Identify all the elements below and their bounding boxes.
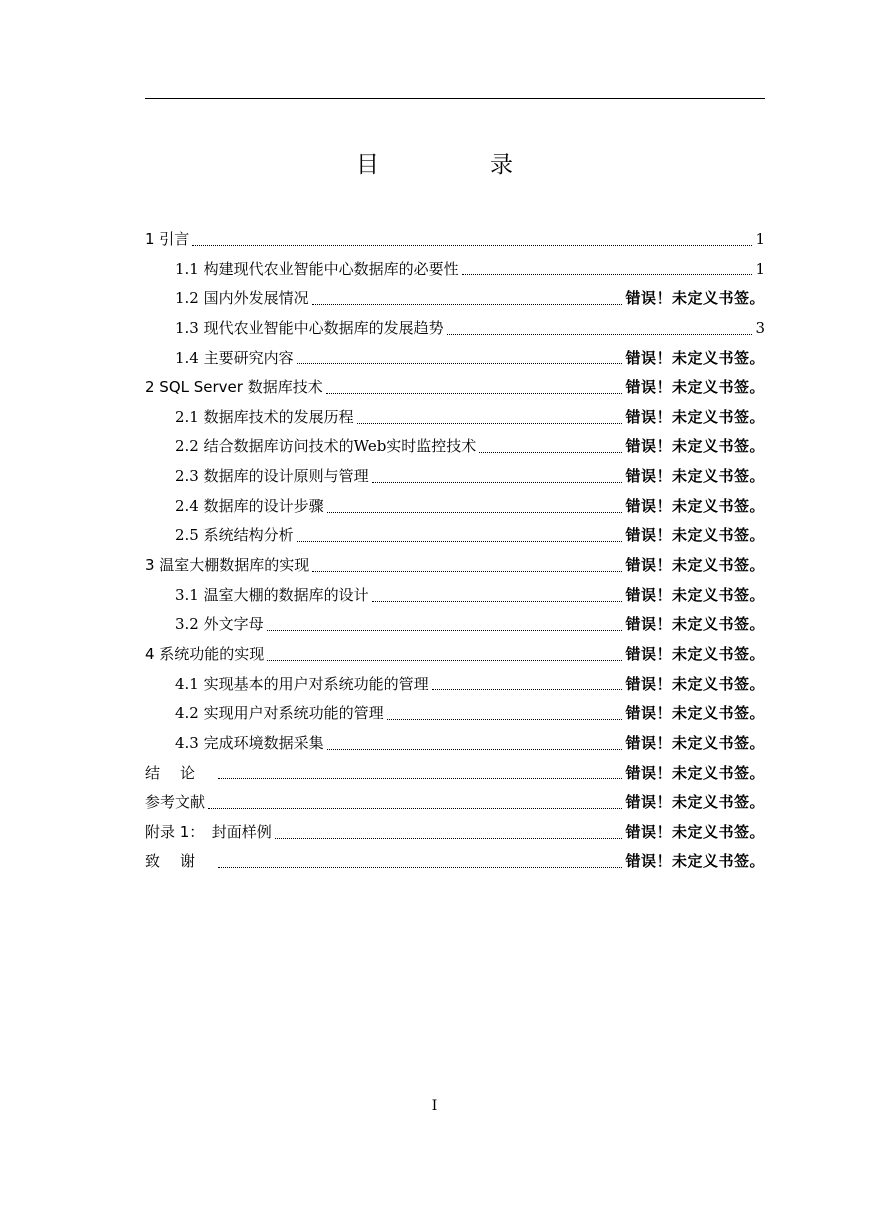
toc-dot-leader bbox=[372, 481, 623, 483]
toc-entry-page-number: 1 bbox=[755, 230, 765, 248]
toc-entry-label: 1 引言 bbox=[145, 230, 190, 248]
toc-entry-page-number: 1 bbox=[755, 259, 765, 278]
toc-entry[interactable] bbox=[145, 432, 765, 462]
toc-dot-leader bbox=[327, 748, 623, 750]
toc-entry[interactable] bbox=[145, 314, 765, 344]
toc-entry-label: 4.2 实现用户对系统功能的管理 bbox=[175, 704, 384, 723]
toc-dot-leader bbox=[267, 659, 622, 661]
toc-entry-bookmark-error: 错误！未定义书签。 bbox=[625, 615, 765, 634]
toc-entry-label: 3.1 温室大棚的数据库的设计 bbox=[175, 585, 369, 604]
toc-dot-leader bbox=[357, 422, 623, 424]
toc-dot-leader bbox=[297, 362, 623, 364]
toc-entry-bookmark-error: 错误！未定义书签。 bbox=[625, 289, 765, 308]
toc-entry[interactable] bbox=[145, 699, 765, 729]
toc-entry-bookmark-error: 错误！未定义书签。 bbox=[625, 644, 765, 663]
toc-dot-leader bbox=[432, 688, 623, 690]
toc-entry-label: 1.4 主要研究内容 bbox=[175, 348, 294, 367]
toc-entry-bookmark-error: 错误！未定义书签。 bbox=[625, 378, 765, 397]
toc-entry-label: 2.1 数据库技术的发展历程 bbox=[175, 407, 354, 426]
toc-entry[interactable] bbox=[145, 847, 765, 877]
toc-dot-leader bbox=[372, 600, 623, 602]
toc-entry[interactable] bbox=[145, 225, 765, 255]
toc-entry-bookmark-error: 错误！未定义书签。 bbox=[625, 407, 765, 426]
toc-entry[interactable] bbox=[145, 344, 765, 374]
toc-entry[interactable] bbox=[145, 818, 765, 848]
toc-entry-label: 2.2 结合数据库访问技术的Web实时监控技术 bbox=[175, 437, 477, 456]
toc-entry[interactable] bbox=[145, 373, 765, 403]
toc-entry-bookmark-error: 错误！未定义书签。 bbox=[625, 526, 765, 545]
toc-entry-label: 4.1 实现基本的用户对系统功能的管理 bbox=[175, 674, 429, 693]
toc-entry-bookmark-error: 错误！未定义书签。 bbox=[625, 467, 765, 486]
toc-entry-bookmark-error: 错误！未定义书签。 bbox=[625, 733, 765, 752]
toc-entry-label: 2.3 数据库的设计原则与管理 bbox=[175, 467, 369, 486]
toc-entry[interactable] bbox=[145, 492, 765, 522]
toc-entry-bookmark-error: 错误！未定义书签。 bbox=[625, 585, 765, 604]
toc-entry-bookmark-error: 错误！未定义书签。 bbox=[625, 496, 765, 515]
toc-dot-leader bbox=[208, 807, 622, 809]
toc-dot-leader bbox=[192, 244, 752, 246]
toc-entry[interactable] bbox=[145, 521, 765, 551]
table-of-contents bbox=[145, 225, 765, 877]
toc-entry[interactable] bbox=[145, 670, 765, 700]
toc-entry-bookmark-error: 错误！未定义书签。 bbox=[625, 793, 765, 812]
toc-dot-leader bbox=[326, 392, 623, 394]
toc-entry-label: 4 系统功能的实现 bbox=[145, 644, 265, 663]
toc-entry[interactable] bbox=[145, 255, 765, 285]
toc-dot-leader bbox=[462, 273, 753, 275]
toc-dot-leader bbox=[327, 511, 623, 513]
toc-dot-leader bbox=[479, 451, 622, 453]
toc-entry-label: 3.2 外文字母 bbox=[175, 615, 264, 634]
toc-dot-leader bbox=[447, 333, 753, 335]
toc-entry-label: 附录 1： 封面样例 bbox=[145, 822, 272, 841]
toc-entry[interactable] bbox=[145, 581, 765, 611]
toc-entry-label: 3 温室大棚数据库的实现 bbox=[145, 556, 310, 575]
toc-entry-bookmark-error: 错误！未定义书签。 bbox=[625, 674, 765, 693]
toc-entry-label: 2.4 数据库的设计步骤 bbox=[175, 496, 324, 515]
toc-entry-page-number: 3 bbox=[755, 318, 765, 337]
toc-entry-label: 2 SQL Server 数据库技术 bbox=[145, 378, 323, 397]
toc-entry-bookmark-error: 错误！未定义书签。 bbox=[625, 437, 765, 456]
toc-dot-leader bbox=[387, 718, 623, 720]
toc-dot-leader bbox=[312, 570, 622, 572]
toc-dot-leader bbox=[218, 866, 622, 868]
toc-entry-bookmark-error: 错误！未定义书签。 bbox=[625, 348, 765, 367]
toc-entry-label: 结论 bbox=[145, 763, 216, 782]
toc-entry-bookmark-error: 错误！未定义书签。 bbox=[625, 763, 765, 782]
toc-entry-label: 致谢 bbox=[145, 852, 216, 871]
page-number: I bbox=[431, 1098, 438, 1114]
toc-entry-bookmark-error: 错误！未定义书签。 bbox=[625, 822, 765, 841]
toc-dot-leader bbox=[218, 777, 622, 779]
toc-entry[interactable] bbox=[145, 462, 765, 492]
toc-dot-leader bbox=[267, 629, 623, 631]
toc-entry[interactable] bbox=[145, 610, 765, 640]
toc-entry-label: 2.5 系统结构分析 bbox=[175, 526, 294, 545]
toc-entry-bookmark-error: 错误！未定义书签。 bbox=[625, 704, 765, 723]
toc-entry-label: 1.1 构建现代农业智能中心数据库的必要性 bbox=[175, 259, 459, 278]
toc-entry-bookmark-error: 错误！未定义书签。 bbox=[625, 556, 765, 575]
header-rule bbox=[145, 98, 765, 99]
toc-entry-label: 参考文献 bbox=[145, 793, 206, 812]
toc-entry-label: 1.2 国内外发展情况 bbox=[175, 289, 309, 308]
page-title: 目 录 bbox=[356, 152, 557, 178]
toc-entry[interactable] bbox=[145, 788, 765, 818]
toc-entry[interactable] bbox=[145, 759, 765, 789]
toc-entry-label: 1.3 现代农业智能中心数据库的发展趋势 bbox=[175, 318, 444, 337]
toc-entry[interactable] bbox=[145, 551, 765, 581]
toc-entry-bookmark-error: 错误！未定义书签。 bbox=[625, 852, 765, 871]
toc-entry[interactable] bbox=[145, 284, 765, 314]
toc-dot-leader bbox=[275, 837, 623, 839]
toc-entry[interactable] bbox=[145, 729, 765, 759]
toc-entry[interactable] bbox=[145, 403, 765, 433]
toc-dot-leader bbox=[312, 303, 623, 305]
toc-dot-leader bbox=[297, 540, 623, 542]
toc-entry-label: 4.3 完成环境数据采集 bbox=[175, 733, 324, 752]
toc-entry[interactable] bbox=[145, 640, 765, 670]
